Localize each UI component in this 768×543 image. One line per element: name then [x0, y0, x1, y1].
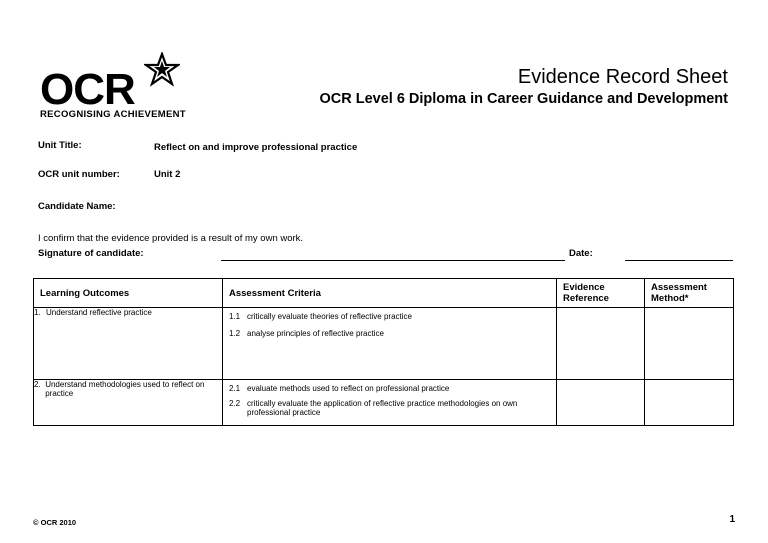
- unit-title-value: Reflect on and improve professional practice: [154, 142, 358, 153]
- outcome-text: Understand reflective practice: [46, 308, 152, 317]
- ocr-logo: OCR: [40, 65, 135, 114]
- learning-outcome-cell: [34, 308, 223, 380]
- assessment-method-cell[interactable]: [645, 380, 734, 426]
- criterion: [223, 312, 556, 321]
- evidence-reference-cell[interactable]: [557, 308, 645, 380]
- date-label: Date:: [569, 248, 593, 259]
- unit-title-label: Unit Title:: [38, 140, 82, 151]
- learning-outcome-cell: [34, 380, 223, 426]
- criterion: [223, 384, 556, 393]
- header-evidence-reference: Evidence Reference: [557, 279, 645, 308]
- criterion: [223, 399, 556, 417]
- signature-line[interactable]: [221, 260, 565, 261]
- copyright: © OCR 2010: [33, 518, 77, 527]
- assessment-method-cell[interactable]: [645, 308, 734, 380]
- page-title: Evidence Record Sheet: [517, 66, 728, 88]
- outcome-number: 1.: [34, 308, 41, 317]
- evidence-table: [33, 278, 734, 426]
- header-assessment-criteria: Assessment Criteria: [223, 279, 557, 308]
- page-number: 1: [729, 514, 735, 525]
- criterion: [223, 329, 556, 338]
- table-row: [34, 380, 734, 426]
- outcome-text: Understand methodologies used to reflect on practice: [45, 380, 205, 398]
- criterion-number: 2.2: [229, 399, 241, 408]
- criterion-text: evaluate methods used to reflect on professional practice: [247, 384, 450, 393]
- criterion-text: critically evaluate theories of reflective practice: [247, 312, 412, 321]
- criterion-number: 2.1: [229, 384, 241, 393]
- criterion-text: critically evaluate the application of reflective practice methodologies on own professional practice: [247, 399, 518, 417]
- page-subtitle: OCR Level 6 Diploma in Career Guidance and Development: [319, 91, 728, 107]
- header-assessment-method: Assessment Method*: [645, 279, 734, 308]
- criterion-number: 1.1: [229, 312, 241, 321]
- evidence-reference-cell[interactable]: [557, 380, 645, 426]
- header-learning-outcomes: Learning Outcomes: [34, 279, 223, 308]
- unit-number-value: Unit 2: [154, 169, 181, 180]
- star-logo-icon: [144, 52, 180, 88]
- criteria-cell: [223, 308, 557, 380]
- logo-tagline: RECOGNISING ACHIEVEMENT: [40, 109, 186, 120]
- date-line[interactable]: [625, 260, 733, 261]
- unit-number-label: OCR unit number:: [38, 169, 120, 180]
- confirm-statement: I confirm that the evidence provided is a result of my own work.: [38, 233, 304, 244]
- signature-label: Signature of candidate:: [38, 248, 144, 259]
- criterion-text: analyse principles of reflective practice: [247, 329, 384, 338]
- outcome-number: 2.: [34, 380, 41, 389]
- criterion-number: 1.2: [229, 329, 241, 338]
- candidate-name-label: Candidate Name:: [38, 201, 116, 212]
- criteria-cell: [223, 380, 557, 426]
- table-header-row: [34, 279, 734, 308]
- table-row: [34, 308, 734, 380]
